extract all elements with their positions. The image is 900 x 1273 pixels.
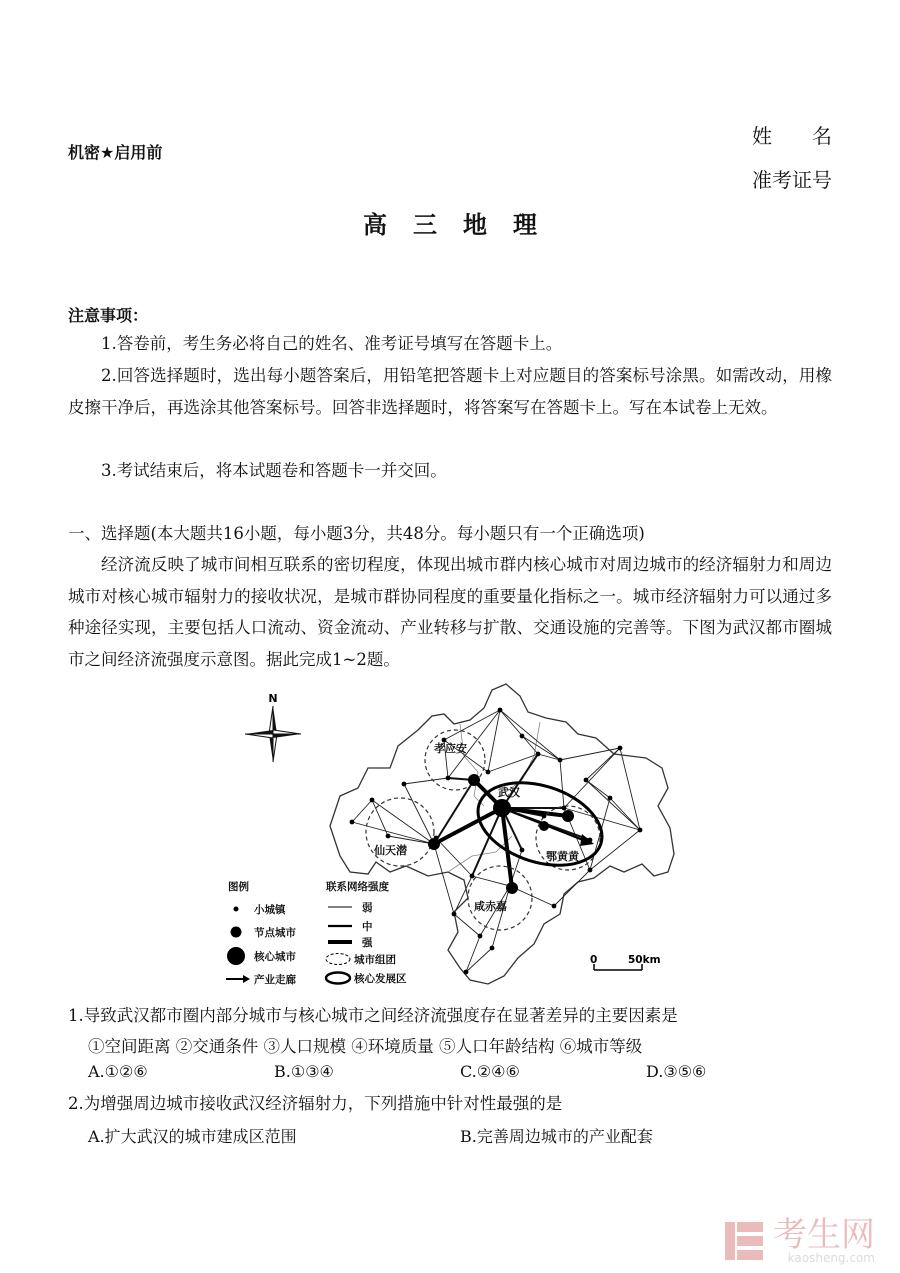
- svg-text:核心城市: 核心城市: [254, 951, 296, 963]
- notice-item-2: 2.回答选择题时，选出每小题答案后，用铅笔把答题卡上对应题目的答案标号涂黑。如需改动，用橡皮擦干净后，再选涂其他答案标号。回答非选择题时，将答案写在答题卡上。写在本试卷上无效。: [68, 366, 832, 417]
- passage: 经济流反映了城市间相互联系的密切程度，体现出城市群内核心城市对周边城市的经济辐射力和周边城市对核心城市辐射力的接收状况，是城市群协同程度的重要量化指标之一。城市经济辐射力可以通过多种途径实现，主要包括人口流动、资金流动、产业转移与扩散、交通设施的完善等。下图为武汉都市圈城市之间经济流强度示意图。据此完成1~2题。: [68, 555, 832, 669]
- legend-title: 图例: [228, 881, 249, 893]
- candidate-info: [752, 114, 832, 202]
- notice-item-3: 3.考试结束后，将本试题卷和答题卡一并交回。: [101, 461, 447, 480]
- node-city-xiantianqian: [428, 838, 440, 850]
- confidential-mark: 机密★启用前: [68, 143, 163, 162]
- q1-option-c[interactable]: C.②④⑥: [460, 1062, 520, 1081]
- watermark-url: kaosheng.com: [787, 1251, 875, 1265]
- north-label: N: [268, 692, 278, 705]
- svg-text:小城镇: 小城镇: [254, 904, 286, 916]
- svg-text:城市组团: 城市组团: [354, 954, 396, 966]
- svg-text:中: 中: [362, 921, 373, 933]
- map-legend: [226, 880, 407, 986]
- exam-id-label: 准考证号: [752, 168, 832, 192]
- brand-logo-icon: [723, 1220, 765, 1262]
- node-city-ehuanghuang-2: [539, 821, 549, 831]
- question-1-stem: 1.导致武汉都市圈内部分城市与核心城市之间经济流强度存在显著差异的主要因素是: [68, 1006, 678, 1025]
- q2-option-a[interactable]: A.扩大武汉的城市建成区范围: [88, 1127, 297, 1146]
- label-xiantianqian: 仙天潜: [374, 844, 407, 857]
- svg-text:核心发展区: 核心发展区: [354, 973, 407, 985]
- label-xiaoyingan: 孝应安: [434, 742, 467, 755]
- svg-text:50km: 50km: [628, 954, 661, 966]
- question-2-stem: 2.为增强周边城市接收武汉经济辐射力，下列措施中针对性最强的是: [68, 1094, 563, 1113]
- compass-icon: [245, 692, 301, 762]
- wuhan-metro-map: [222, 676, 678, 988]
- node-city-xianchijia: [506, 882, 518, 894]
- label-ehuanghuang: 鄂黄黄: [546, 850, 579, 863]
- name-label: 姓 名: [752, 124, 832, 148]
- svg-text:弱: 弱: [362, 902, 373, 914]
- svg-text:0: 0: [590, 954, 598, 966]
- watermark: [723, 1215, 875, 1265]
- region-outline: [330, 684, 674, 984]
- notice-item-1: 1.答卷前，考生务必将自己的姓名、准考证号填写在答题卡上。: [101, 334, 563, 353]
- label-wuhan: 武汉: [498, 786, 520, 799]
- q2-option-b[interactable]: B.完善周边城市的产业配套: [460, 1127, 653, 1146]
- core-city-wuhan: [493, 799, 511, 817]
- scale-bar: [590, 954, 661, 970]
- node-city-ehuanghuang: [562, 810, 574, 822]
- svg-text:强: 强: [362, 937, 373, 949]
- question-2-options: [88, 1124, 832, 1147]
- q1-option-a[interactable]: A.①②⑥: [88, 1062, 148, 1081]
- q1-option-d[interactable]: D.③⑤⑥: [646, 1062, 707, 1081]
- notice-heading: 注意事项：: [68, 306, 149, 325]
- q1-option-b[interactable]: B.①③④: [274, 1062, 334, 1081]
- node-city-xiaoyingan: [468, 774, 480, 786]
- svg-text:节点城市: 节点城市: [254, 927, 296, 939]
- question-1-options: [88, 1062, 832, 1081]
- svg-text:联系网络强度: 联系网络强度: [326, 881, 389, 893]
- label-xianchijia: 咸赤嘉: [474, 900, 507, 913]
- watermark-brand: 考生网: [773, 1215, 875, 1255]
- page-title: 高三地理: [363, 211, 563, 239]
- section-heading: 一、选择题(本大题共16小题，每小题3分，共48分。每小题只有一个正确选项): [68, 524, 645, 543]
- svg-text:产业走廊: 产业走廊: [254, 974, 296, 986]
- question-1-factors: ①空间距离 ②交通条件 ③人口规模 ④环境质量 ⑤人口年龄结构 ⑥城市等级: [88, 1037, 643, 1056]
